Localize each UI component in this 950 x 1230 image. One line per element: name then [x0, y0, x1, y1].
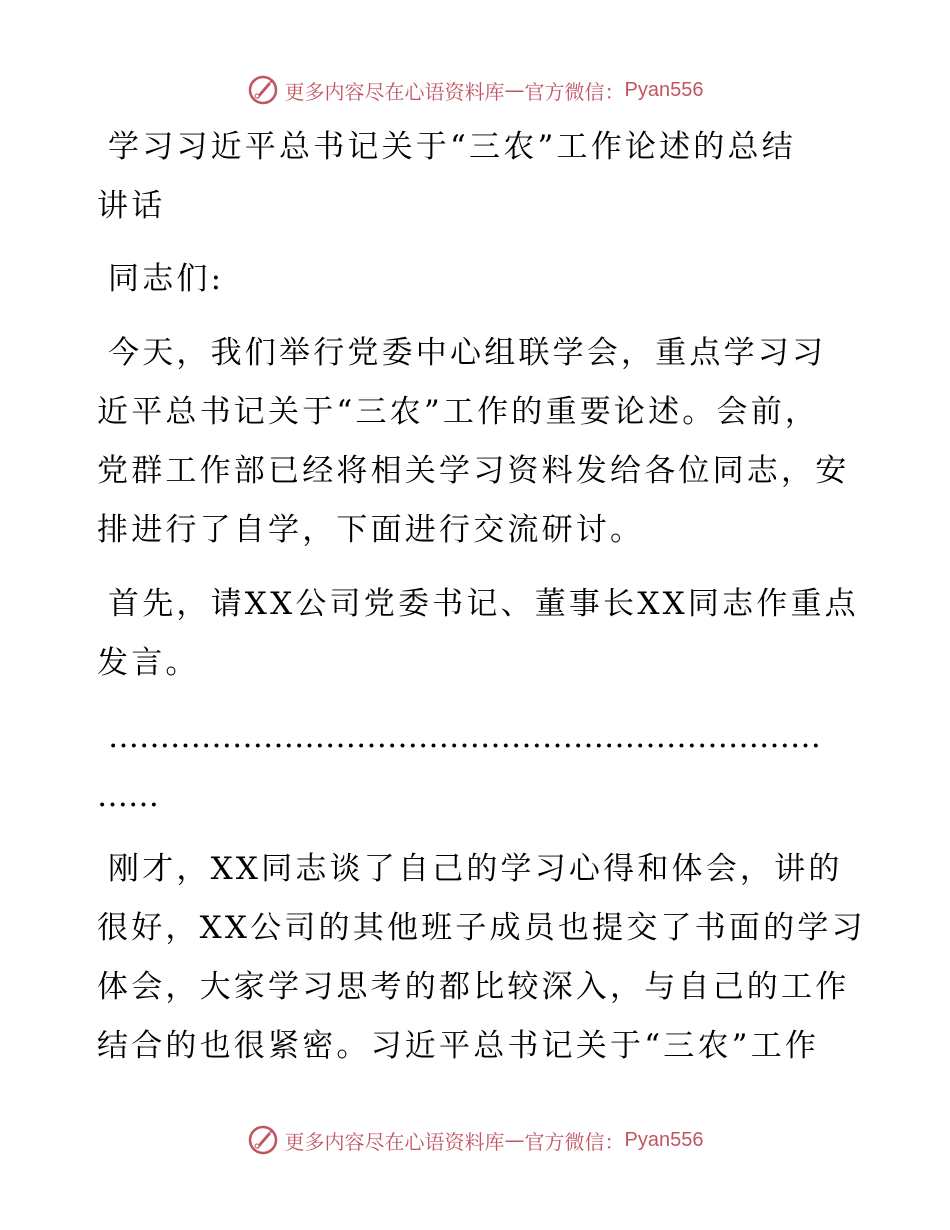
- banner-text: 更多内容尽在心语资料库: [284, 79, 505, 104]
- header-banner: [0, 70, 950, 110]
- paragraph-2-line-1: 首先，请XX公司党委书记、董事长XX同志作重点: [108, 586, 859, 622]
- paragraph-1-line-4: 排进行了自学，下面进行交流研讨。: [97, 512, 645, 548]
- banner-wechat-label: 官方微信：: [524, 1129, 625, 1154]
- paragraph-3-line-3: 体会，大家学习思考的都比较深入，与自己的工作: [97, 969, 850, 1005]
- document-title-line-2: 讲话: [97, 188, 166, 224]
- banner-text: 更多内容尽在心语资料库: [284, 1129, 505, 1154]
- salutation: 同志们:: [108, 261, 225, 297]
- paragraph-2-line-2: 发言。: [97, 645, 200, 681]
- paragraph-3-line-2: 很好，XX公司的其他班子成员也提交了书面的学习: [97, 910, 866, 946]
- paragraph-3-line-4: 结合的也很紧密。习近平总书记关于“三农”工作: [97, 1028, 820, 1064]
- banner-wechat-label: 官方微信：: [524, 79, 625, 104]
- banner-separator: —: [504, 78, 525, 102]
- paragraph-1-line-2: 近平总书记关于“三农”工作的重要论述。会前，: [97, 394, 820, 430]
- ellipsis-line-1: ……………………………………………………………: [108, 719, 821, 755]
- ellipsis-line-2: ……: [97, 778, 159, 814]
- document-title-line-1: 学习习近平总书记关于“三农”工作论述的总结: [108, 129, 796, 165]
- paragraph-3-line-1: 刚才，XX同志谈了自己的学习心得和体会，讲的: [108, 851, 843, 887]
- paragraph-1-line-3: 党群工作部已经将相关学习资料发给各位同志，安: [97, 453, 850, 489]
- footer-banner: [0, 1120, 950, 1160]
- paragraph-1-line-1: 今天，我们举行党委中心组联学会，重点学习习: [108, 335, 827, 371]
- banner-separator: —: [504, 1128, 525, 1152]
- banner-wechat-id: Pyan556: [624, 1128, 704, 1151]
- quill-pen-logo-icon: [247, 1124, 279, 1156]
- banner-wechat-id: Pyan556: [624, 78, 704, 101]
- quill-pen-logo-icon: [247, 74, 279, 106]
